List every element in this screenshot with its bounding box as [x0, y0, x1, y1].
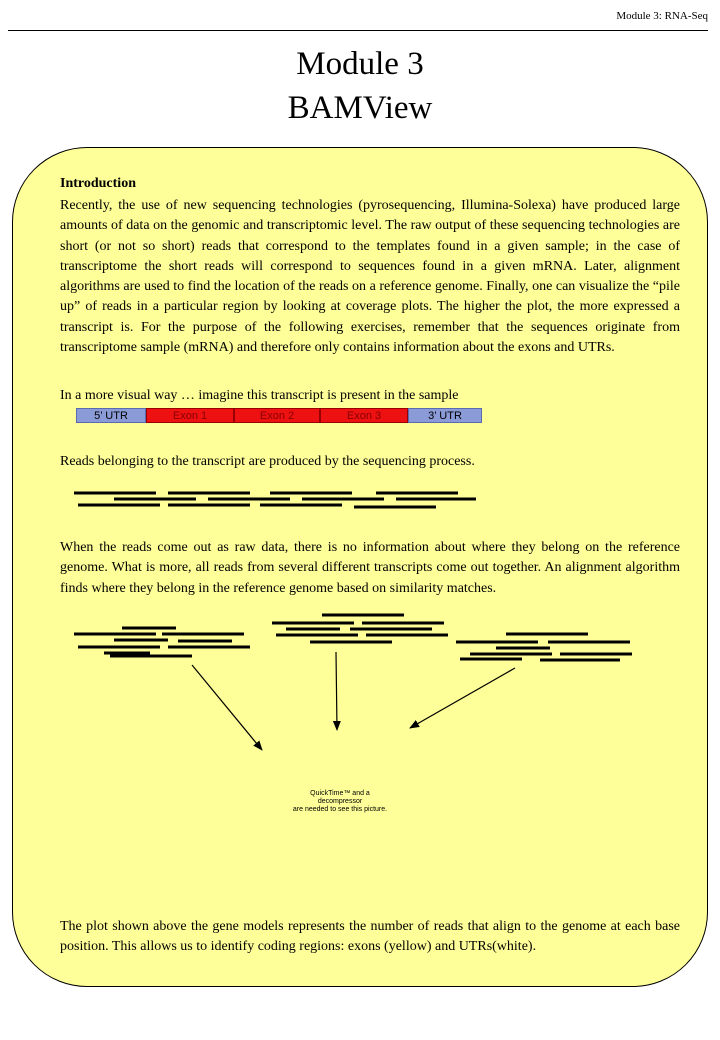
placeholder-line: decompressor: [317, 798, 363, 805]
alignment-arrows: [192, 652, 515, 750]
intro-heading: Introduction: [60, 176, 136, 191]
read-cluster-right: [456, 634, 632, 660]
transcript-sentence: In a more visual way … imagine this transcript is present in the sample: [60, 388, 459, 403]
read-cluster-left: [74, 628, 250, 656]
transcript-reads: [74, 493, 476, 507]
coverage-paragraph: The plot shown above the gene models represents the number of reads that align to the genome at each base position. This allows us to identify coding regions: exons (yellow) and UTRs(white).: [60, 919, 680, 955]
module-title: Module 3: [296, 46, 424, 82]
utr3-box: 3’ UTR: [408, 408, 482, 423]
exon3-box: Exon 3: [320, 408, 408, 423]
raw-data-paragraph: When the reads come out as raw data, there is no information about where they belong on the reference genome. What is more, all reads from several different transcripts come out together. An alignment algorithm finds where they belong in the reference genome based on similarity matches.: [60, 540, 680, 596]
module-subtitle: BAMView: [287, 90, 433, 126]
read-cluster-middle: [272, 615, 448, 642]
running-title: Module 3: RNA-Seq: [616, 10, 708, 22]
exon2-box: Exon 2: [234, 408, 320, 423]
missing-image-placeholder: [270, 790, 410, 814]
placeholder-line: are needed to see this picture.: [292, 806, 388, 813]
placeholder-line: QuickTime™ and a: [310, 790, 370, 797]
reads-sentence: Reads belonging to the transcript are produced by the sequencing process.: [60, 454, 475, 469]
intro-paragraph: Recently, the use of new sequencing technologies (pyrosequencing, Illumina-Solexa) have produced large amounts of data on the genomic and transcriptomic level. The raw output of these sequencing technologies are short (or not so short) reads that correspond to the templates found in a given sample; in the case of transcriptome the short reads will correspond to sequences found in a given mRNA. Later, alignment algorithms are used to find the location of the reads on a reference genome. Finally, one can visualize the “pile up” of reads in a particular region by looking at coverage plots. The higher the plot, the more expressed a transcript is. For the purpose of the following exercises, remember that the sequences originate from transcriptome sample (mRNA) and therefore only contains information about the exons and UTRs.: [60, 198, 680, 356]
utr5-box: 5’ UTR: [76, 408, 146, 423]
exon1-box: Exon 1: [146, 408, 234, 423]
